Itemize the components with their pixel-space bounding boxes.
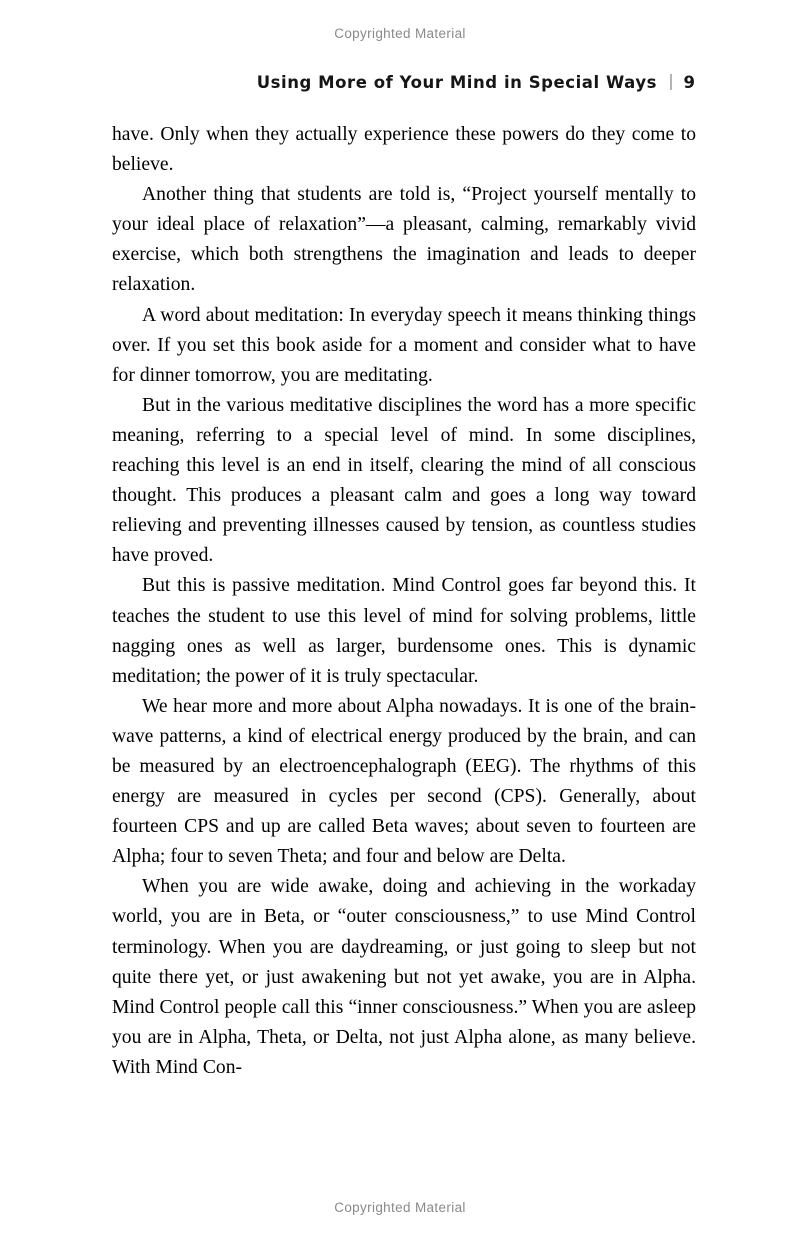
paragraph: have. Only when they actually experience these powers do they come to believe.	[112, 124, 696, 176]
copyright-watermark-top: Copyrighted Material	[334, 26, 466, 41]
running-head-title: Using More of Your Mind in Special Ways	[256, 73, 658, 92]
running-head	[112, 72, 695, 92]
paragraph: A word about meditation: In everyday speech it means thinking things over. If you set this book aside for a moment and consider what to have for dinner tomorrow, you are meditating.	[112, 304, 696, 386]
paragraph: But this is passive meditation. Mind Control goes far beyond this. It teaches the student to use this level of mind for solving problems, little nagging ones as well as larger, burdensome ones. This is dynamic meditation; the power of it is truly spectacular.	[112, 575, 696, 687]
paragraph: But in the various meditative disciplines the word has a more specific meaning, referring to a special level of mind. In some disciplines, reaching this level is an end in itself, clearing the mind of all conscious thought. This produces a pleasant calm and goes a long way toward relieving and preventing illnesses caused by tension, as countless studies have proved.	[112, 394, 696, 567]
body-text-block	[112, 120, 696, 1083]
copyright-watermark-bottom: Copyrighted Material	[334, 1200, 466, 1215]
paragraph: We hear more and more about Alpha nowadays. It is one of the brain-wave patterns, a kind of electrical energy produced by the brain, and can be measured by an electroencephalograph (EEG). The rhythms of this energy are measured in cycles per second (CPS). Generally, about fourteen CPS and up are called Beta waves; about seven to fourteen are Alpha; four to seven Theta; and four and below are Delta.	[112, 695, 696, 868]
paragraph: Another thing that students are told is, “Project yourself mentally to your ideal place of relaxation”—a pleasant, calming, remarkably vivid exercise, which both strengthens the imagination and leads to deeper relaxation.	[112, 184, 696, 296]
paragraph: When you are wide awake, doing and achieving in the workaday world, you are in Beta, or “outer consciousness,” to use Mind Control terminology. When you are daydreaming, or just going to sleep but not quite there yet, or just awakening but not yet awake, you are in Alpha. Mind Control people call this “inner consciousness.” When you are asleep you are in Alpha, Theta, or Delta, not just Alpha alone, as many believe. With Mind Con-	[112, 876, 696, 1078]
running-head-separator-rule	[670, 74, 672, 90]
page-number: 9	[683, 73, 695, 92]
